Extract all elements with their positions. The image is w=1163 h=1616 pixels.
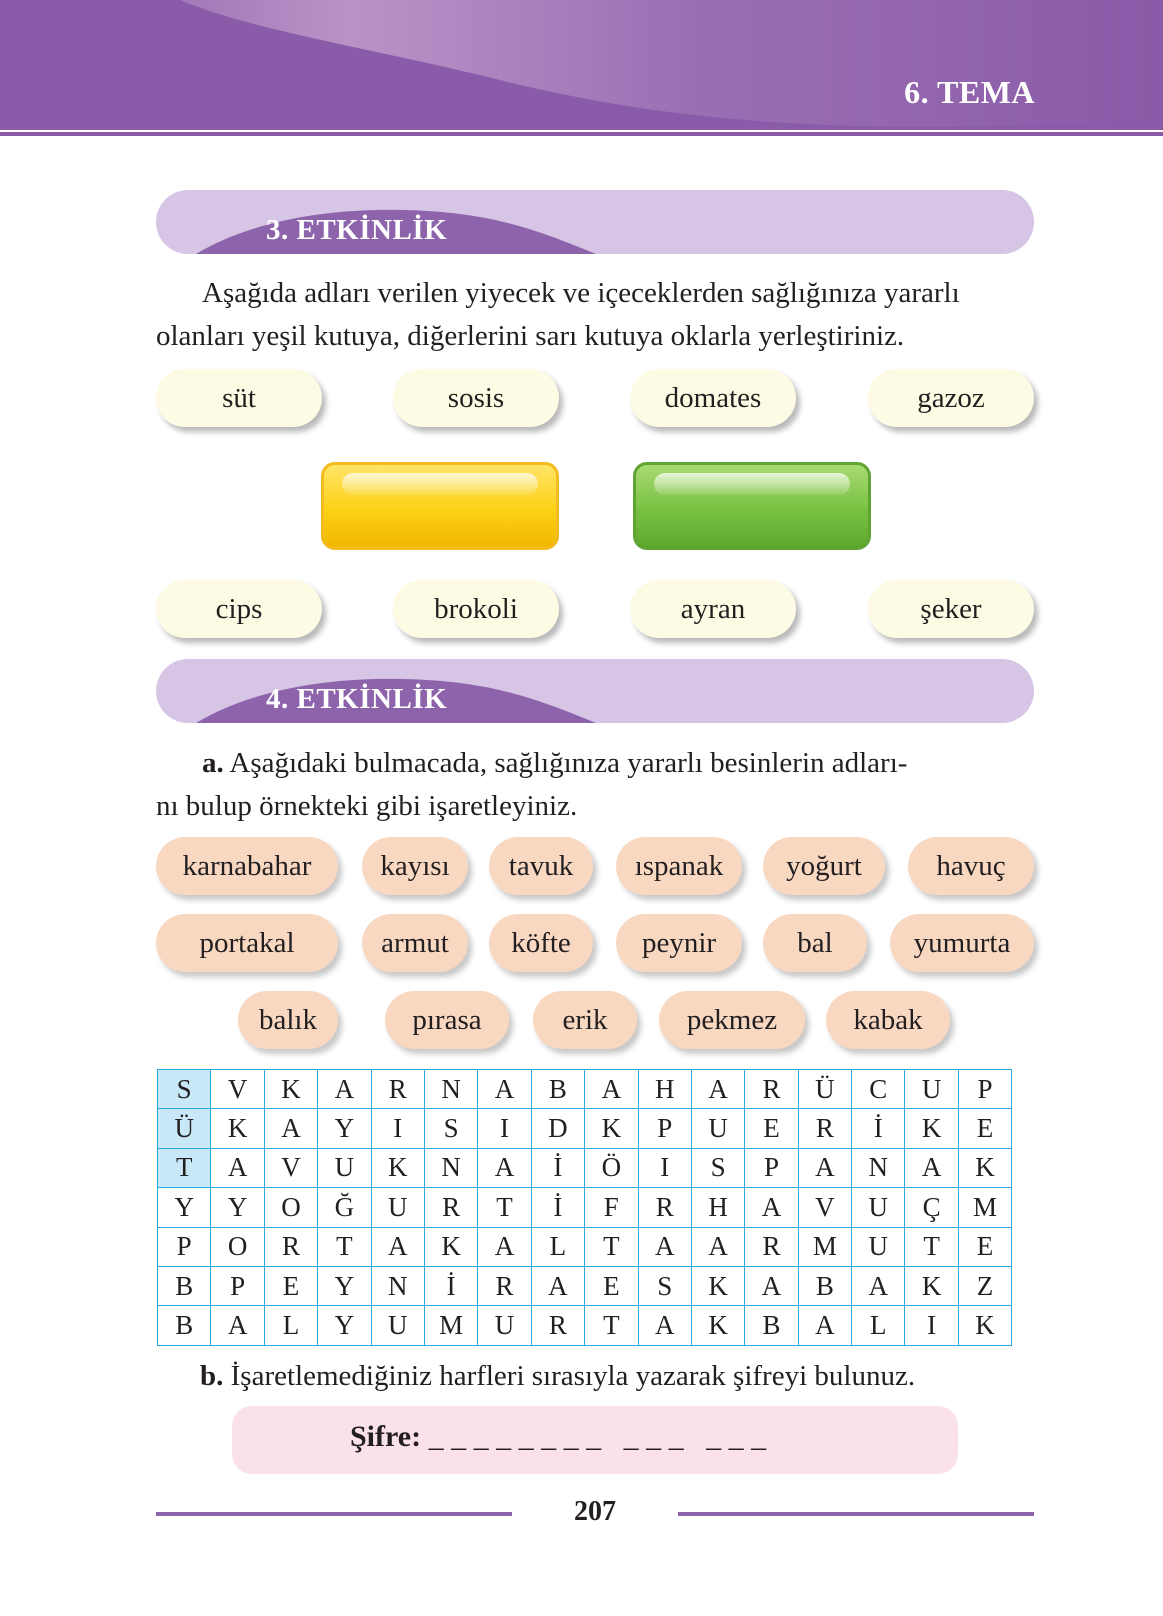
part-a-label: a. <box>202 747 224 779</box>
activity3-banner <box>156 190 1034 254</box>
activity4-banner <box>156 659 1034 723</box>
grid-cell[interactable]: İ <box>852 1109 905 1148</box>
yellow-box[interactable] <box>321 462 559 550</box>
grid-cell[interactable]: Ü <box>158 1109 211 1148</box>
grid-cell[interactable]: A <box>371 1227 424 1266</box>
grid-cell[interactable]: Y <box>318 1266 371 1305</box>
grid-cell[interactable]: B <box>158 1266 211 1305</box>
grid-cell[interactable]: K <box>691 1266 744 1305</box>
grid-cell[interactable]: R <box>264 1227 317 1266</box>
grid-cell[interactable]: A <box>478 1070 531 1109</box>
grid-cell[interactable]: A <box>745 1188 798 1227</box>
word-kayisi: kayısı <box>362 837 468 895</box>
food-item-domates[interactable]: domates <box>630 369 796 427</box>
grid-cell[interactable]: M <box>424 1306 477 1345</box>
grid-cell[interactable]: İ <box>531 1188 584 1227</box>
grid-cell[interactable]: N <box>424 1070 477 1109</box>
grid-cell[interactable]: N <box>424 1148 477 1187</box>
grid-cell[interactable]: Y <box>211 1188 264 1227</box>
grid-cell[interactable]: K <box>585 1109 638 1148</box>
grid-cell[interactable]: A <box>264 1109 317 1148</box>
grid-cell[interactable]: T <box>318 1227 371 1266</box>
food-item-ayran[interactable]: ayran <box>630 580 796 638</box>
grid-cell[interactable]: U <box>852 1188 905 1227</box>
grid-cell[interactable]: K <box>211 1109 264 1148</box>
word-pekmez: pekmez <box>659 991 805 1049</box>
grid-cell[interactable]: R <box>424 1188 477 1227</box>
grid-cell[interactable]: B <box>531 1070 584 1109</box>
word-portakal: portakal <box>156 914 338 972</box>
activity4-part-a <box>156 742 1036 828</box>
cipher-label: Şifre: <box>350 1420 422 1453</box>
grid-cell[interactable]: Ü <box>798 1070 851 1109</box>
grid-cell[interactable]: B <box>745 1306 798 1345</box>
grid-cell[interactable]: U <box>852 1227 905 1266</box>
grid-cell[interactable]: U <box>318 1148 371 1187</box>
grid-cell[interactable]: V <box>798 1188 851 1227</box>
word-peynir: peynir <box>616 914 742 972</box>
food-item-sosis[interactable]: sosis <box>393 369 559 427</box>
page-number: 207 <box>574 1496 616 1527</box>
grid-cell[interactable]: Ğ <box>318 1188 371 1227</box>
grid-cell[interactable]: O <box>264 1188 317 1227</box>
footer-line-right <box>678 1512 1034 1516</box>
grid-cell[interactable]: R <box>531 1306 584 1345</box>
instruction-line-1: Aşağıda adları verilen yiyecek ve içeceklerden sağlığınıza yararlı <box>202 277 960 309</box>
grid-cell[interactable]: K <box>905 1109 958 1148</box>
grid-cell[interactable]: A <box>691 1227 744 1266</box>
part-a-line-2: nı bulup örnekteki gibi işaretleyiniz. <box>156 790 578 822</box>
grid-cell[interactable]: A <box>211 1148 264 1187</box>
grid-cell[interactable]: Y <box>318 1306 371 1345</box>
grid-cell[interactable]: L <box>852 1306 905 1345</box>
activity4-title: 4. ETKİNLİK <box>266 683 448 715</box>
grid-cell[interactable]: P <box>638 1109 691 1148</box>
grid-cell[interactable]: U <box>905 1070 958 1109</box>
grid-cell[interactable]: I <box>638 1148 691 1187</box>
word-tavuk: tavuk <box>489 837 593 895</box>
grid-cell[interactable]: K <box>371 1148 424 1187</box>
cipher-line <box>350 1420 766 1454</box>
food-item-brokoli[interactable]: brokoli <box>393 580 559 638</box>
grid-cell[interactable]: T <box>905 1227 958 1266</box>
grid-cell[interactable]: M <box>798 1227 851 1266</box>
grid-cell[interactable]: K <box>905 1266 958 1305</box>
grid-cell[interactable]: R <box>745 1227 798 1266</box>
grid-cell[interactable]: K <box>958 1306 1011 1345</box>
grid-cell[interactable]: R <box>638 1188 691 1227</box>
grid-cell[interactable]: E <box>264 1266 317 1305</box>
grid-cell[interactable]: A <box>798 1306 851 1345</box>
grid-cell[interactable]: R <box>745 1070 798 1109</box>
grid-cell[interactable]: A <box>638 1227 691 1266</box>
grid-row <box>158 1148 1012 1187</box>
grid-cell[interactable]: U <box>371 1188 424 1227</box>
grid-cell[interactable]: N <box>852 1148 905 1187</box>
grid-cell[interactable]: T <box>478 1188 531 1227</box>
activity3-instruction <box>156 272 1036 358</box>
word-karnabahar: karnabahar <box>156 837 338 895</box>
grid-cell[interactable]: U <box>691 1109 744 1148</box>
theme-title: 6. TEMA <box>904 74 1035 110</box>
grid-cell[interactable]: T <box>585 1227 638 1266</box>
grid-cell[interactable]: A <box>478 1148 531 1187</box>
grid-cell[interactable]: A <box>798 1148 851 1187</box>
word-kabak: kabak <box>826 991 950 1049</box>
grid-cell[interactable]: E <box>958 1227 1011 1266</box>
grid-cell[interactable]: S <box>638 1266 691 1305</box>
grid-cell[interactable]: B <box>158 1306 211 1345</box>
grid-cell[interactable]: H <box>691 1188 744 1227</box>
part-b-label: b. <box>200 1360 224 1392</box>
grid-cell[interactable]: Y <box>158 1188 211 1227</box>
instruction-line-2: olanları yeşil kutuya, diğerlerini sarı kutuya oklarla yerleştiriniz. <box>156 320 905 352</box>
grid-cell[interactable]: E <box>958 1109 1011 1148</box>
grid-row <box>158 1109 1012 1148</box>
grid-cell[interactable]: C <box>852 1070 905 1109</box>
grid-cell[interactable]: T <box>585 1306 638 1345</box>
word-armut: armut <box>362 914 468 972</box>
grid-cell[interactable]: P <box>158 1227 211 1266</box>
grid-cell[interactable]: İ <box>531 1148 584 1187</box>
grid-cell[interactable]: M <box>958 1188 1011 1227</box>
word-pirasa: pırasa <box>385 991 509 1049</box>
grid-cell[interactable]: B <box>798 1266 851 1305</box>
grid-row <box>158 1306 1012 1345</box>
activity4-part-b <box>200 1355 1040 1398</box>
grid-cell[interactable]: F <box>585 1188 638 1227</box>
grid-cell[interactable]: R <box>478 1266 531 1305</box>
grid-cell[interactable]: A <box>478 1227 531 1266</box>
grid-cell[interactable]: P <box>211 1266 264 1305</box>
grid-cell[interactable]: K <box>424 1227 477 1266</box>
word-balik: balık <box>238 991 338 1049</box>
grid-cell[interactable]: A <box>852 1266 905 1305</box>
grid-row <box>158 1188 1012 1227</box>
word-search-grid <box>157 1069 1012 1346</box>
grid-cell[interactable]: V <box>211 1070 264 1109</box>
word-bal: bal <box>763 914 867 972</box>
word-ispanak: ıspanak <box>616 837 742 895</box>
grid-cell[interactable]: K <box>264 1070 317 1109</box>
green-box[interactable] <box>633 462 871 550</box>
grid-cell[interactable]: E <box>745 1109 798 1148</box>
food-item-sut[interactable]: süt <box>156 369 322 427</box>
grid-cell[interactable]: A <box>585 1070 638 1109</box>
grid-cell[interactable]: Z <box>958 1266 1011 1305</box>
grid-row <box>158 1227 1012 1266</box>
grid-cell[interactable]: H <box>638 1070 691 1109</box>
activity3-title: 3. ETKİNLİK <box>266 214 448 246</box>
grid-cell[interactable]: K <box>691 1306 744 1345</box>
grid-cell[interactable]: I <box>478 1109 531 1148</box>
grid-cell[interactable]: Ö <box>585 1148 638 1187</box>
food-item-cips[interactable]: cips <box>156 580 322 638</box>
grid-cell[interactable]: R <box>371 1070 424 1109</box>
grid-cell[interactable]: P <box>745 1148 798 1187</box>
grid-cell[interactable]: A <box>905 1148 958 1187</box>
grid-cell[interactable]: L <box>531 1227 584 1266</box>
grid-cell[interactable]: A <box>531 1266 584 1305</box>
grid-cell[interactable]: Y <box>318 1109 371 1148</box>
grid-cell[interactable]: S <box>424 1109 477 1148</box>
grid-cell[interactable]: U <box>478 1306 531 1345</box>
grid-cell[interactable]: N <box>371 1266 424 1305</box>
grid-cell[interactable]: A <box>318 1070 371 1109</box>
grid-cell[interactable]: İ <box>424 1266 477 1305</box>
food-item-gazoz[interactable]: gazoz <box>868 369 1034 427</box>
food-item-seker[interactable]: şeker <box>868 580 1034 638</box>
word-havuc: havuç <box>908 837 1034 895</box>
part-a-line-1: Aşağıdaki bulmacada, sağlığınıza yararlı besinlerin adları- <box>223 747 908 779</box>
word-yumurta: yumurta <box>890 914 1034 972</box>
grid-cell[interactable]: P <box>958 1070 1011 1109</box>
grid-cell[interactable]: A <box>745 1266 798 1305</box>
word-kofte: köfte <box>489 914 593 972</box>
cipher-blanks[interactable]: _ _ _ _ _ _ _ _ _ _ _ _ _ _ <box>428 1420 767 1453</box>
grid-cell[interactable]: I <box>371 1109 424 1148</box>
grid-cell[interactable]: T <box>158 1148 211 1187</box>
grid-cell[interactable]: A <box>638 1306 691 1345</box>
grid-cell[interactable]: R <box>798 1109 851 1148</box>
grid-cell[interactable]: Ç <box>905 1188 958 1227</box>
grid-cell[interactable]: L <box>264 1306 317 1345</box>
word-yogurt: yoğurt <box>763 837 885 895</box>
grid-cell[interactable]: S <box>158 1070 211 1109</box>
word-erik: erik <box>533 991 637 1049</box>
grid-cell[interactable]: V <box>264 1148 317 1187</box>
grid-cell[interactable]: U <box>371 1306 424 1345</box>
grid-row <box>158 1266 1012 1305</box>
grid-cell[interactable]: K <box>958 1148 1011 1187</box>
part-b-text: İşaretlemediğiniz harfleri sırasıyla yazarak şifreyi bulunuz. <box>223 1360 916 1392</box>
grid-cell[interactable]: E <box>585 1266 638 1305</box>
footer-line-left <box>156 1512 512 1516</box>
grid-cell[interactable]: D <box>531 1109 584 1148</box>
grid-cell[interactable]: I <box>905 1306 958 1345</box>
grid-cell[interactable]: O <box>211 1227 264 1266</box>
grid-cell[interactable]: S <box>691 1148 744 1187</box>
grid-cell[interactable]: A <box>691 1070 744 1109</box>
grid-cell[interactable]: A <box>211 1306 264 1345</box>
grid-row <box>158 1070 1012 1109</box>
